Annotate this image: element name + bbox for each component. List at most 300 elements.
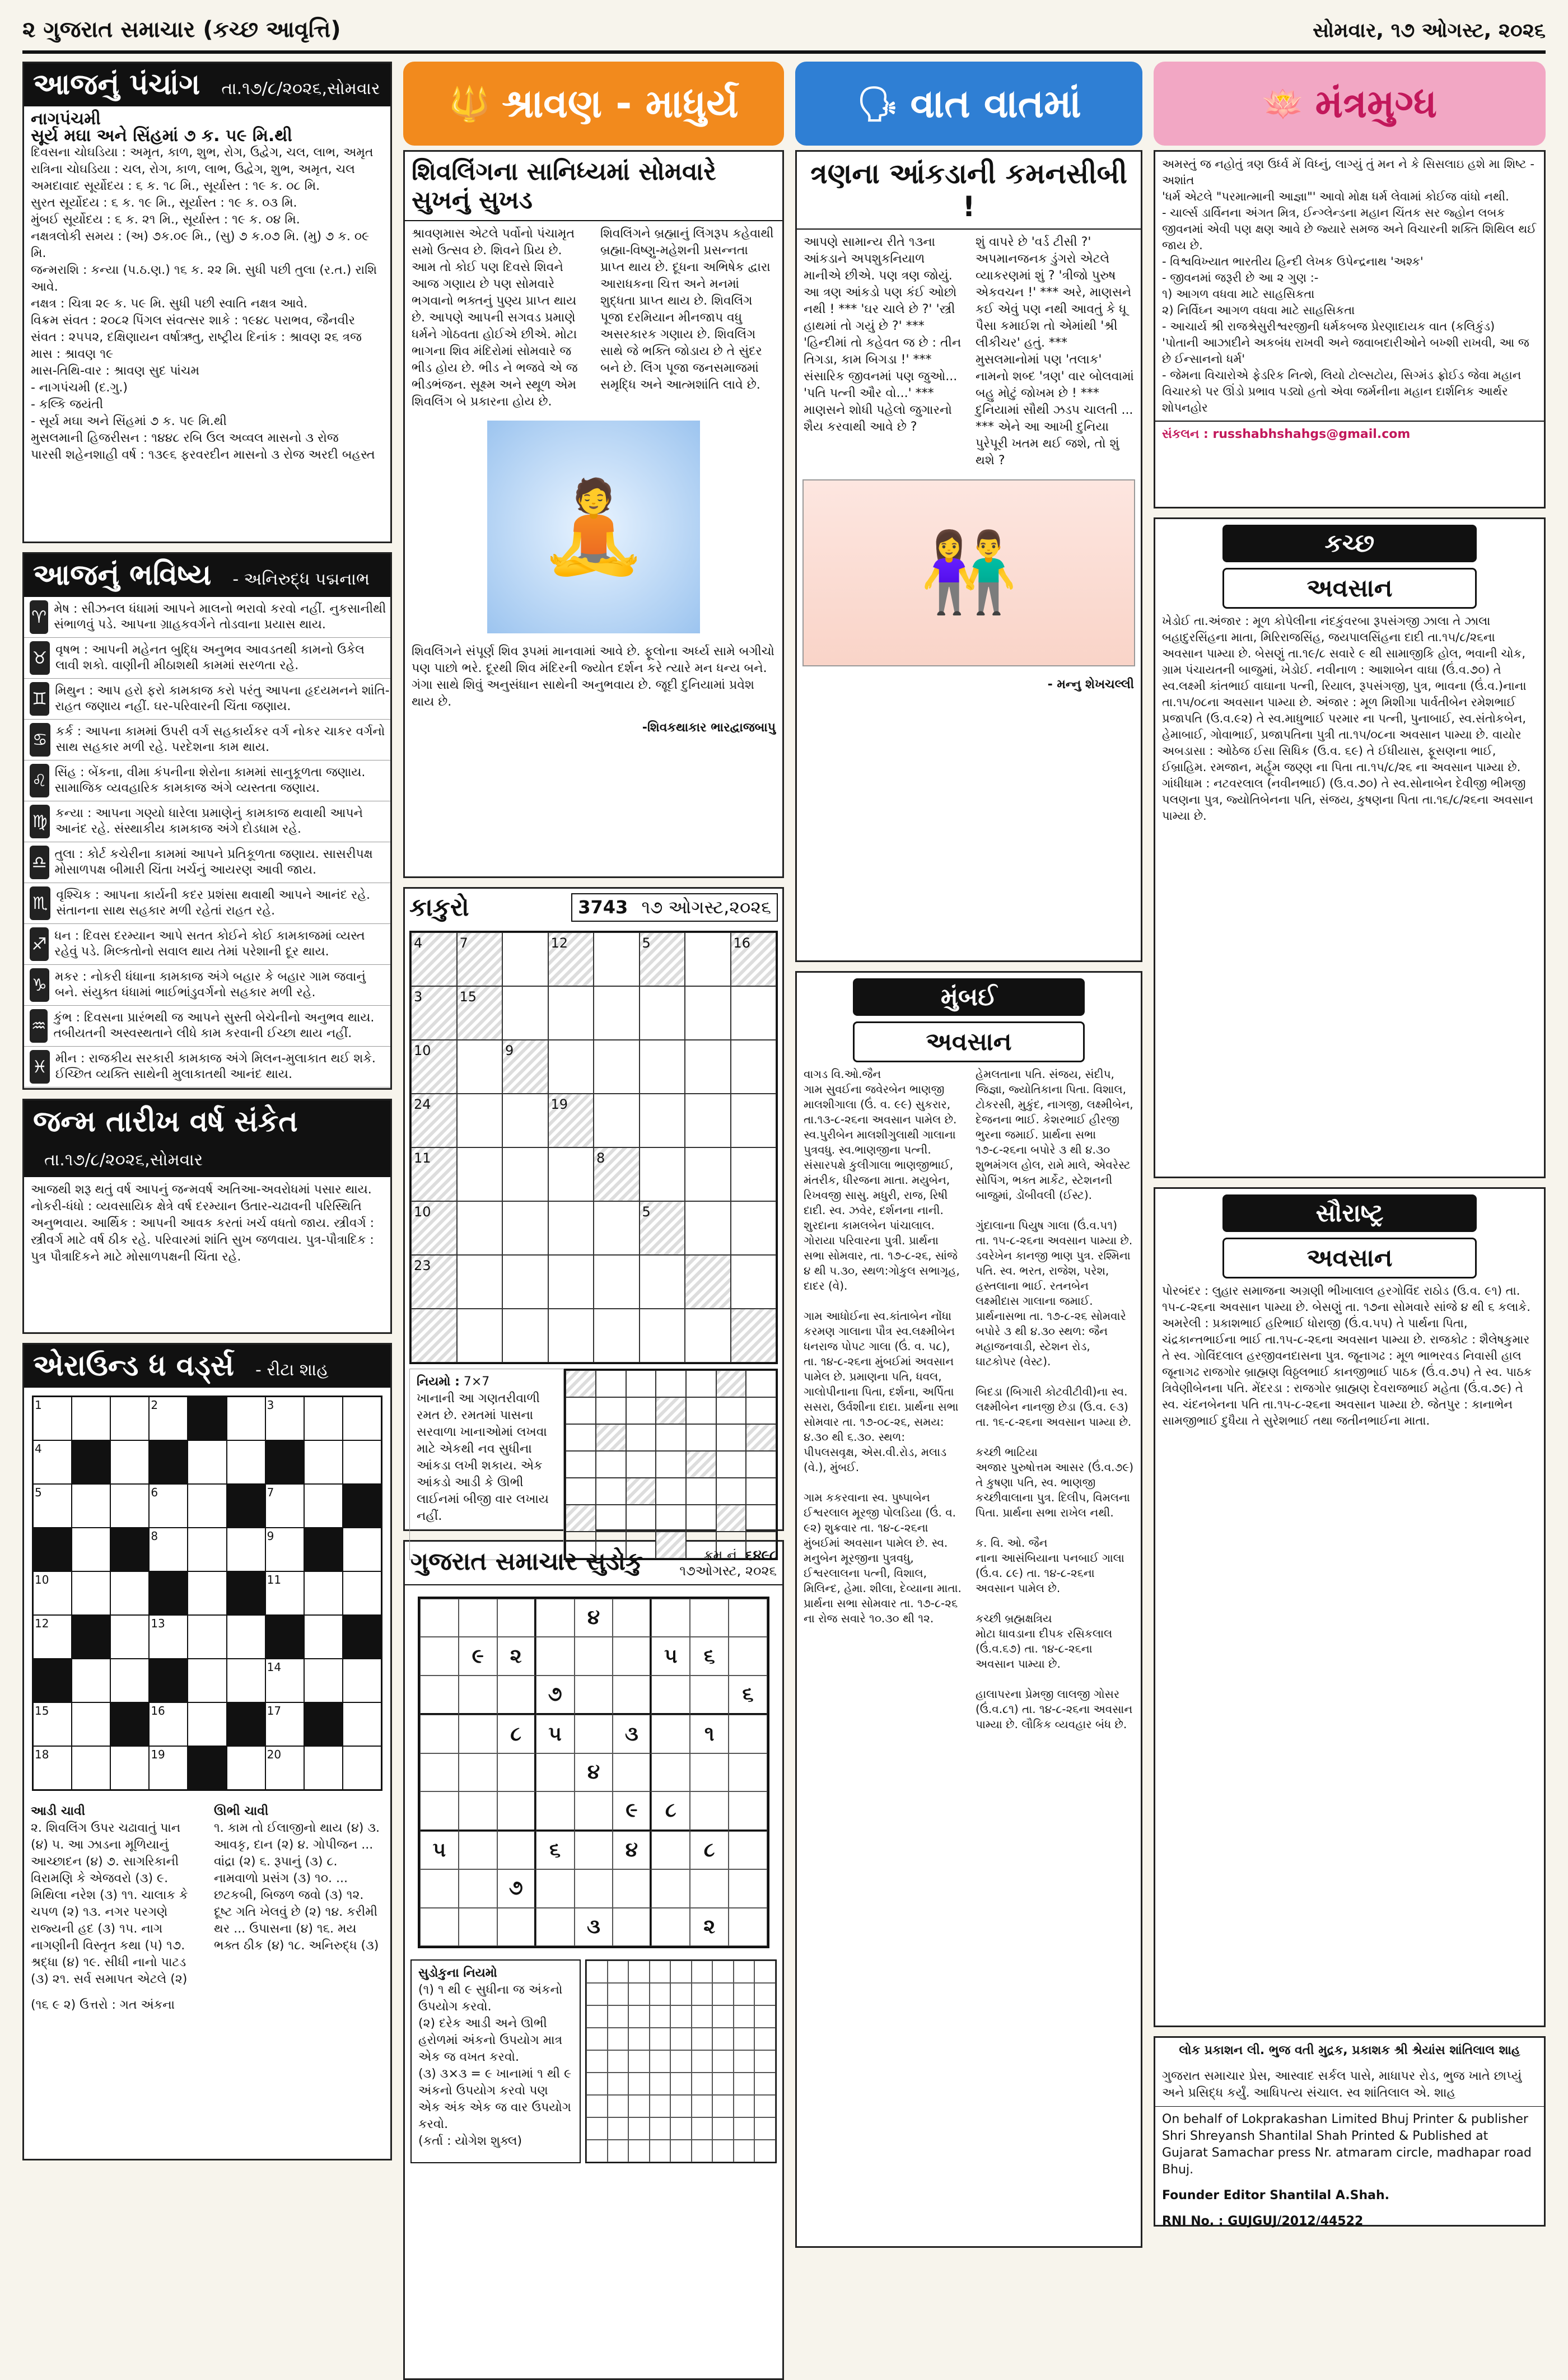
kakuro-cell[interactable] [731, 1147, 777, 1201]
sudoku-cell[interactable] [690, 1791, 729, 1831]
crossword-cell[interactable]: 2 [149, 1397, 188, 1440]
sudoku-cell[interactable] [536, 1869, 575, 1907]
sudoku-cell[interactable]: ૫ [651, 1637, 690, 1675]
sudoku-cell[interactable] [613, 1753, 651, 1791]
crossword-cell[interactable] [304, 1746, 343, 1790]
sudoku-cell[interactable]: ૪ [575, 1599, 613, 1637]
imprint-section [1154, 2036, 1546, 2227]
sudoku-cell[interactable]: ૮ [651, 1791, 690, 1831]
imprint-guj: લોક પ્રકાશન લી. ભુજ વતી મુદ્રક, પ્રકાશક શ્રી શ્રેયાંસ શાંતિલાલ શાહ [1179, 2043, 1520, 2057]
kakuro-cell[interactable] [685, 932, 731, 986]
sudoku-cell[interactable] [690, 1753, 729, 1791]
crossword-cell[interactable] [72, 1746, 110, 1790]
crossword-cell[interactable]: 19 [149, 1746, 188, 1790]
sudoku-cell[interactable] [420, 1599, 459, 1637]
kakuro-cell[interactable] [457, 1201, 503, 1255]
kakuro-cell[interactable] [502, 1147, 548, 1201]
crossword-grid[interactable] [32, 1396, 382, 1791]
kakuro-cell[interactable] [502, 932, 548, 986]
crossword-cell[interactable] [343, 1397, 381, 1440]
kakuro-cell[interactable] [502, 1309, 548, 1362]
kakuro-cell[interactable] [685, 1040, 731, 1094]
crossword-cell[interactable] [343, 1528, 381, 1571]
crossword-cell[interactable] [227, 1440, 265, 1484]
kakuro-grid[interactable] [409, 931, 778, 1364]
sudoku-cell[interactable]: ૬ [536, 1831, 575, 1869]
kakuro-cell[interactable] [594, 932, 640, 986]
sudoku-cell[interactable] [729, 1637, 767, 1675]
zodiac-text: કુંભ : દિવસના પ્રારંભથી જ આપને સુસ્તી બેચેનીનો અનુભવ થાય. તબીયતની અસ્વસ્થતાને લીધે કામ કરવાની ઈચ્છા થાય નહીં. [53, 1011, 375, 1040]
kakuro-cell[interactable] [731, 1201, 777, 1255]
crossword-cell[interactable]: 6 [149, 1484, 188, 1528]
shravan-col2: શિવલિંગને બ્રહ્માનું લિંગરૂપ કહેવાથી બ્રહ્મા-વિષ્ણુ-મહેશની પ્રસન્નતા પ્રાપ્ત થાય છે. દૂધના અભિષેક દ્વારા આરાધકના ચિત્ત અને મનમાં શુદ્ધતા પ્રાપ્ત થાય છે. શિવલિંગ પૂજા દરમિયાન મીનજાપ વધુ અસરકારક ગણાય છે. શિવલિંગ સાથે જે ભક્તિ જોડાય છે તે સુંદર બને છે. લિંગ પૂજા જનસમાજમાં સમૃદ્ધિ અને આત્મશાંતિ લાવે છે. [600, 227, 774, 392]
sudoku-cell[interactable] [536, 1908, 575, 1946]
kakuro-cell[interactable] [548, 1147, 594, 1201]
sudoku-cell[interactable] [497, 1791, 536, 1831]
sudoku-cell[interactable] [575, 1715, 613, 1753]
sudoku-cell[interactable] [420, 1676, 459, 1715]
crossword-cell[interactable]: 10 [33, 1571, 72, 1615]
zodiac-icon: ♒ [30, 1009, 48, 1043]
sudoku-answer-cell [628, 1983, 650, 2005]
sudoku-cell[interactable] [497, 1599, 536, 1637]
crossword-cell [227, 1702, 265, 1746]
kakuro-cell[interactable] [594, 1255, 640, 1309]
sudoku-answer-cell [650, 2095, 671, 2117]
sudoku-cell[interactable]: ૭ [497, 1869, 536, 1907]
sudoku-cell[interactable]: ૬ [690, 1637, 729, 1675]
crossword-cell[interactable] [72, 1484, 110, 1528]
imprint-eng: On behalf of Lokprakashan Limited Bhuj Printer & publisher Shri Shreyansh Shantilal Shah Printed & Published at Gujarat Samachar press Nr. atmaram circle, madhapar road Bhuj. [1155, 2106, 1544, 2183]
kakuro-cell[interactable] [685, 1147, 731, 1201]
crossword-cell[interactable]: 7 [265, 1484, 304, 1528]
kakuro-cell[interactable] [640, 1255, 685, 1309]
crossword-cell[interactable]: 4 [33, 1440, 72, 1484]
sudoku-cell[interactable] [420, 1791, 459, 1831]
kakuro-cell[interactable] [502, 1201, 548, 1255]
crossword-cell[interactable] [227, 1746, 265, 1790]
sudoku-cell[interactable] [729, 1715, 767, 1753]
sudoku-answer-cell [692, 2095, 713, 2117]
crossword-cell[interactable] [110, 1397, 149, 1440]
kakuro-answer-cell [686, 1424, 716, 1451]
crossword-cell[interactable] [188, 1528, 226, 1571]
sudoku-answer-cell [754, 2050, 776, 2073]
kakuro-title: કાકુરો [409, 893, 469, 922]
sudoku-cell[interactable] [459, 1831, 497, 1869]
panchang-line: મુસલમાની હિજરીસન : ૧૪૪૮ રબિ ઉલ અવ્વલ માસનો ૩ રોજ [31, 431, 339, 445]
sudoku-answer-cell [692, 2117, 713, 2140]
crossword-cell[interactable]: 11 [265, 1571, 304, 1615]
crossword-cell[interactable] [304, 1440, 343, 1484]
crossword-cell[interactable] [343, 1746, 381, 1790]
kakuro-cell[interactable] [502, 986, 548, 1040]
sudoku-answer-cell [586, 2140, 608, 2162]
sudoku-cell[interactable]: ૨ [690, 1908, 729, 1946]
crossword-cell[interactable] [110, 1440, 149, 1484]
zodiac-row [24, 1047, 390, 1088]
crossword-cell[interactable] [304, 1615, 343, 1659]
sudoku-cell[interactable]: ૮ [497, 1715, 536, 1753]
sudoku-cell[interactable] [536, 1637, 575, 1675]
crossword-cell[interactable] [304, 1397, 343, 1440]
zodiac-row [24, 883, 390, 924]
column-shravan [403, 62, 784, 2380]
kakuro-cell[interactable] [640, 1309, 685, 1362]
kakuro-answer-cell [716, 1451, 746, 1478]
kakuro-answer-cell [596, 1451, 626, 1478]
crossword-cell[interactable]: 20 [265, 1746, 304, 1790]
kakuro-cell[interactable] [594, 986, 640, 1040]
crossword-cell [265, 1615, 304, 1659]
crossword-cell[interactable]: 17 [265, 1702, 304, 1746]
kakuro-cell[interactable] [685, 986, 731, 1040]
sudoku-cell[interactable] [459, 1599, 497, 1637]
sudoku-cell[interactable]: ૯ [459, 1637, 497, 1675]
om-icon: 🔱 [449, 84, 491, 124]
kutch-section [1154, 517, 1546, 1178]
zodiac-icon: ♉ [30, 641, 50, 675]
sudoku-cell[interactable] [651, 1753, 690, 1791]
sudoku-cell[interactable] [420, 1869, 459, 1907]
crossword-cell[interactable]: 14 [265, 1659, 304, 1702]
crossword-cell[interactable]: 3 [265, 1397, 304, 1440]
sudoku-answer-cell [628, 2028, 650, 2050]
crossword-cell [149, 1571, 188, 1615]
sudoku-answer-cell [650, 2005, 671, 2028]
kakuro-cell[interactable] [685, 1309, 731, 1362]
mantra-item: ૨) નિર્વિઘ્ન આગળ વધવા માટે સાહસિકતા [1162, 304, 1355, 317]
kakuro-answer-cell [656, 1397, 686, 1424]
sudoku-answer-cell [734, 2050, 755, 2073]
kakuro-cell[interactable] [640, 986, 685, 1040]
sudoku-cell[interactable]: ૩ [575, 1908, 613, 1946]
sudoku-cell[interactable]: ૧ [690, 1715, 729, 1753]
sudoku-cell[interactable] [651, 1908, 690, 1946]
kakuro-cell[interactable] [548, 1309, 594, 1362]
janma-header [24, 1100, 390, 1177]
kakuro-cell[interactable] [548, 986, 594, 1040]
crossword-cell[interactable]: 1 [33, 1397, 72, 1440]
kakuro-cell[interactable] [457, 1255, 503, 1309]
shravan-col1: શ્રાવણમાસ એટલે પર્વોનો પંચામૃત સમો ઉત્સવ છે. શિવને પ્રિય છે. આમ તો કોઈ પણ દિવસે શિવને આજ ગણાય છે પણ સોમવારે ભગવાનો ભક્તનું પુણ્ય પ્રાપ્ત થાય છે. આપણે આપની સગવડ પ્રમાણે ધર્મને ગોઠવતા હોઈએ છીએ. મોટા ભાગના શિવ મંદિરોમાં સોમવારે જ ભીડ હોય છે. ભીડ ને ભજવે એ જ ભીડભંજન. સૂક્ષ્મ અને સ્થૂળ એમ શિવલિંગ બે પ્રકારના હોય છે. [412, 227, 578, 409]
sudoku-answer-cell [734, 2095, 755, 2117]
crossword-cell[interactable] [188, 1615, 226, 1659]
kakuro-answer-cell [626, 1478, 656, 1505]
sudoku-cell[interactable]: ૪ [575, 1753, 613, 1791]
janma-title: જન્મ તારીખ વર્ષ સંકેત [33, 1105, 298, 1138]
sudoku-cell[interactable] [497, 1831, 536, 1869]
sudoku-cell[interactable] [575, 1869, 613, 1907]
sudoku-answer-cell [692, 2140, 713, 2162]
kakuro-answer-grid [564, 1369, 778, 1560]
crossword-cell[interactable] [72, 1702, 110, 1746]
sudoku-answer-cell [670, 2095, 692, 2117]
sudoku-answer-cell [734, 2028, 755, 2050]
sudoku-cell[interactable] [536, 1791, 575, 1831]
crossword-cell[interactable]: 16 [149, 1702, 188, 1746]
kakuro-cell[interactable] [731, 1255, 777, 1309]
crossword-cell[interactable]: 9 [265, 1528, 304, 1571]
sudoku-cell[interactable]: ૨ [497, 1637, 536, 1675]
crossword-cell[interactable] [110, 1746, 149, 1790]
vaat-headline: ત્રણના આંકડાની કમનસીબી ! [797, 152, 1141, 230]
kakuro-cell[interactable] [731, 1094, 777, 1147]
crossword-cell[interactable]: 13 [149, 1615, 188, 1659]
kakuro-answer-cell [656, 1478, 686, 1505]
kakuro-cell[interactable] [640, 1094, 685, 1147]
sudoku-cell[interactable] [690, 1599, 729, 1637]
sudoku-answer-cell [608, 1983, 629, 2005]
sudoku-rule: (૩) ૩×૩ = ૯ ખાનામાં ૧ થી ૯ અંકનો ઉપયોગ કરવો પણ એક અંક એક જ વાર ઉપયોગ કરવો. [418, 2067, 572, 2131]
down-title: ઊભી ચાવી [214, 1804, 269, 1818]
mantra-contact[interactable]: russhabhshahgs@gmail.com [1212, 427, 1411, 441]
crossword-cell[interactable] [343, 1440, 381, 1484]
sudoku-cell[interactable] [613, 1869, 651, 1907]
zodiac-icon: ♊ [30, 682, 49, 716]
sudoku-cell[interactable] [575, 1676, 613, 1715]
sudoku-cell[interactable] [420, 1908, 459, 1946]
sudoku-answer-grid [585, 1959, 777, 2163]
crossword-cell[interactable] [72, 1659, 110, 1702]
kakuro-cell[interactable] [594, 1309, 640, 1362]
zodiac-row [24, 597, 390, 638]
kutch-sub: અવસાન [1222, 568, 1477, 609]
down-clues: ૧. કામ તો ઈલાજીનો થાય (૪) ૩. આવકૃ, દાન (૨) ૪. ગોપીજન ... વાંદ્રા (૨) ૬. રૂપાનું (૩) ૮. નામવાળો પ્રસંગ (૩) ૧૦. ... છટકબી, બિજળ જવો (૩) ૧૨. દૂષ્ટ ગતિ ખેલવું છે (૨) ૧૪. કરીમી થર ... ઉપાસના (૪) ૧૬. મય ભક્ત ઠીક (૪) ૧૮. અનિરુદ્ધ (૩) [214, 1821, 380, 1953]
sudoku-cell[interactable] [729, 1791, 767, 1831]
crossword-cell[interactable] [110, 1571, 149, 1615]
crossword-cell[interactable] [72, 1571, 110, 1615]
sudoku-cell[interactable] [651, 1715, 690, 1753]
kakuro-cell[interactable] [548, 1201, 594, 1255]
kakuro-answer-cell [566, 1370, 596, 1397]
crossword-cell[interactable] [304, 1484, 343, 1528]
zodiac-row [24, 638, 390, 679]
saurashtra-sub: અવસાન [1222, 1238, 1477, 1278]
crossword-cell[interactable]: 12 [33, 1615, 72, 1659]
crossword-cell[interactable]: 5 [33, 1484, 72, 1528]
kakuro-cell[interactable] [457, 1309, 503, 1362]
sudoku-cell[interactable] [536, 1753, 575, 1791]
panchang-line: પારસી શહેનશાહી વર્ષ : ૧૩૯૬ ફરવરદીન માસનો ૩ રોજ અરદી બહસ્ત [31, 448, 375, 462]
sudoku-cell[interactable] [729, 1831, 767, 1869]
kakuro-answer-cell [626, 1370, 656, 1397]
crossword-cell [227, 1484, 265, 1528]
crossword-cell [33, 1528, 72, 1571]
kakuro-cell[interactable] [457, 1040, 503, 1094]
kakuro-cell[interactable] [685, 1094, 731, 1147]
sudoku-cell[interactable] [459, 1715, 497, 1753]
sudoku-cell[interactable] [497, 1908, 536, 1946]
sudoku-number-label: ક્રમ નં. [703, 1547, 741, 1563]
crossword-cell[interactable]: 8 [149, 1528, 188, 1571]
sudoku-answer-cell [628, 1961, 650, 1983]
panchang-line: સુરત સૂર્યોદય : ૬ ક. ૧૯ મિ., સૂર્યાસ્ત : ૧૯ ક. ૦૩ મિ. [31, 196, 297, 210]
crossword-cell[interactable] [227, 1528, 265, 1571]
sudoku-credit: (કર્તા : યોગેશ શુક્લ) [418, 2134, 522, 2148]
sudoku-grid[interactable] [418, 1597, 769, 1948]
crossword-cell[interactable] [343, 1659, 381, 1702]
sudoku-cell[interactable]: ૬ [729, 1676, 767, 1715]
sudoku-cell[interactable] [690, 1869, 729, 1907]
sudoku-cell[interactable] [613, 1908, 651, 1946]
sudoku-cell[interactable] [420, 1753, 459, 1791]
crossword-cell[interactable] [304, 1571, 343, 1615]
kakuro-cell[interactable] [594, 1201, 640, 1255]
sudoku-rule: (૧) ૧ થી ૯ સુધીના જ અંકનો ઉપયોગ કરવો. [418, 1983, 563, 2014]
sudoku-cell[interactable]: ૩ [613, 1715, 651, 1753]
shiva-image: 🧘 [487, 421, 700, 633]
crossword-cell [149, 1659, 188, 1702]
kakuro-answer-cell [716, 1397, 746, 1424]
crossword-cell[interactable] [304, 1659, 343, 1702]
kakuro-answer-cell [656, 1370, 686, 1397]
sudoku-cell[interactable]: ૮ [690, 1831, 729, 1869]
kakuro-cell[interactable] [502, 1255, 548, 1309]
sudoku-answer-cell [712, 2073, 734, 2095]
sudoku-cell[interactable] [459, 1753, 497, 1791]
sudoku-cell[interactable] [575, 1791, 613, 1831]
sudoku-cell[interactable] [575, 1637, 613, 1675]
kakuro-answer-cell [566, 1505, 596, 1532]
sudoku-cell[interactable] [459, 1676, 497, 1715]
sudoku-cell[interactable] [729, 1753, 767, 1791]
panchang-date: તા.૧૭/૮/૨૦૨૬,સોમવાર [221, 79, 380, 99]
crossword-cell[interactable] [110, 1484, 149, 1528]
sudoku-cell[interactable] [729, 1869, 767, 1907]
kakuro-answer-cell [626, 1505, 656, 1532]
crossword-cell[interactable] [72, 1397, 110, 1440]
sudoku-answer-cell [712, 1983, 734, 2005]
crossword-cell[interactable] [188, 1659, 226, 1702]
kakuro-cell: 4 [411, 932, 457, 986]
kakuro-answer-cell [596, 1397, 626, 1424]
sudoku-answer-cell [586, 2117, 608, 2140]
sudoku-cell[interactable]: ૭ [536, 1676, 575, 1715]
sudoku-answer-cell [650, 2073, 671, 2095]
kakuro-cell[interactable] [594, 1094, 640, 1147]
mantra-banner [1154, 62, 1546, 146]
kakuro-cell[interactable] [731, 1040, 777, 1094]
kakuro-number: 3743 [578, 897, 628, 918]
sudoku-cell[interactable]: ૯ [613, 1791, 651, 1831]
crossword-cell [110, 1528, 149, 1571]
kakuro-cell[interactable] [594, 1040, 640, 1094]
crossword-cell[interactable] [343, 1571, 381, 1615]
sudoku-cell[interactable] [729, 1599, 767, 1637]
zodiac-text: કર્ક : આપના કામમાં ઉપરી વર્ગ સહકાર્યકર વર્ગ નોકર ચાકર વર્ગનો સાથ સહકાર મળી રહે. પરદેશના કામ થાય. [55, 725, 385, 754]
sudoku-answer-cell [754, 2140, 776, 2162]
kakuro-cell [411, 1309, 457, 1362]
crossword-cell[interactable] [110, 1615, 149, 1659]
crossword-cell [304, 1528, 343, 1571]
sudoku-cell[interactable] [420, 1637, 459, 1675]
crossword-cell[interactable] [188, 1571, 226, 1615]
zodiac-text: વૃશ્ચિક : આપના કાર્યની કદર પ્રશંસા થવાથી આપને આનંદ રહે. સંતાનના સાથ સહકાર મળી રહેતાં રાહત રહે. [56, 888, 371, 918]
sudoku-cell[interactable] [459, 1908, 497, 1946]
crossword-cell[interactable] [227, 1659, 265, 1702]
sudoku-cell[interactable] [459, 1869, 497, 1907]
crossword-cell[interactable] [72, 1528, 110, 1571]
crossword-cell[interactable] [188, 1440, 226, 1484]
sudoku-answer-cell [670, 1983, 692, 2005]
kakuro-cell[interactable] [685, 1201, 731, 1255]
sudoku-answer-cell [754, 1983, 776, 2005]
sudoku-cell[interactable]: ૪ [613, 1831, 651, 1869]
zodiac-row [24, 1006, 390, 1047]
kakuro-cell[interactable] [502, 1094, 548, 1147]
sudoku-cell[interactable] [651, 1676, 690, 1715]
sudoku-cell[interactable] [613, 1599, 651, 1637]
sudoku-answer-cell [586, 2073, 608, 2095]
sudoku-cell[interactable] [613, 1676, 651, 1715]
sudoku-answer-cell [628, 2117, 650, 2140]
sudoku-cell[interactable] [613, 1637, 651, 1675]
sudoku-cell[interactable] [690, 1676, 729, 1715]
sudoku-cell[interactable] [651, 1599, 690, 1637]
sudoku-rules [418, 1982, 573, 2133]
mantra-item: - જીવનમાં જરૂરી છે આ ૨ ગુણ :- [1162, 271, 1319, 284]
kakuro-cell[interactable] [457, 1094, 503, 1147]
kakuro-cell: 7 [457, 932, 503, 986]
crossword-cell[interactable] [227, 1615, 265, 1659]
sudoku-cell[interactable] [497, 1676, 536, 1715]
crossword-cell[interactable] [188, 1702, 226, 1746]
sudoku-rules-title: સુડોકુના નિયમો [418, 1966, 497, 1980]
kakuro-answer-cell [656, 1451, 686, 1478]
panchang-line: અમદાવાદ સૂર્યોદય : ૬ ક. ૧૮ મિ., સૂર્યાસ્ત : ૧૯ ક. ૦૮ મિ. [31, 179, 320, 193]
sudoku-cell[interactable]: ૫ [420, 1831, 459, 1869]
kakuro-cell: 19 [548, 1094, 594, 1147]
sudoku-answer-cell [650, 2140, 671, 2162]
sudoku-cell[interactable] [497, 1753, 536, 1791]
zodiac-icon: ♋ [30, 723, 50, 757]
crossword-cell[interactable] [188, 1484, 226, 1528]
sudoku-cell[interactable] [575, 1831, 613, 1869]
zodiac-row [24, 760, 390, 801]
sudoku-answer-cell [712, 2117, 734, 2140]
sudoku-cell[interactable] [729, 1908, 767, 1946]
sudoku-answer-cell [692, 2005, 713, 2028]
kakuro-cell[interactable] [640, 1147, 685, 1201]
sudoku-cell[interactable] [459, 1791, 497, 1831]
sudoku-answer-cell [608, 2117, 629, 2140]
panchang-line: - કલ્કિ જયંતી [31, 398, 104, 412]
kakuro-cell[interactable] [640, 1040, 685, 1094]
kakuro-cell[interactable] [457, 1147, 503, 1201]
crossword-cell[interactable]: 15 [33, 1702, 72, 1746]
kakuro-answer-cell [716, 1370, 746, 1397]
crossword-cell [343, 1484, 381, 1528]
sudoku-cell[interactable] [420, 1715, 459, 1753]
vaat-banner-text: વાત વાતમાં [910, 80, 1081, 127]
panchang-line: દિવસના ચોઘડિયા : અમૃત, કાળ, શુભ, રોગ, ઉદ્વેગ, ચલ, લાભ, અમૃત [31, 146, 374, 160]
crossword-cell[interactable] [343, 1702, 381, 1746]
sudoku-cell[interactable] [651, 1869, 690, 1907]
mantra-item: ૧) આગળ વધવા માટે સાહસિકતા [1162, 287, 1315, 301]
crossword-cell[interactable] [227, 1397, 265, 1440]
saurashtra-text: પોરબંદર : લુહાર સમાજના અગ્રણી ભીખાલાલ હરગોવિંદ રાઠોડ (ઉ.વ. ૯૧) તા. ૧૫-૮-૨૬ના અવસાન પામ્યા છે. બેસણું તા. ૧૭ના સોમવારે સાંજે ૪ થી ૬ કલાકે. અમરેલી : પ્રકાશભાઈ હરિભાઈ ધોરાજી (ઉં.વ.૫૫) તે પાર્થના પિતા, ચંદ્રકાન્તભાઈના ભાઈ તા.૧૫-૮-૨૬ના અવસાન પામ્યા છે. રાજકોટ : શૈલેષકુમાર તે સ્વ. ગોવિંદલાલ હરજીવનદાસના પુત્ર. જૂનાગઢ : મૂળ ભાભરવડ નિવાસી હાલ જૂનાગઢ રાજગોર બ્રાહ્મણ વિઠ્ઠલભાઈ કાનજીભાઈ પાઠક (ઉં.વ.૭૫) તે સ્વ. પાઠક ત્રિવેણીબેનના પતિ. મેંદરડા : રાજગોર બ્રાહ્મણ દેવરાજભાઈ મહેતા (ઉં.વ.૭૯) તે સ્વ. ચંદનબેનના પતિ તા.૧૫-૮-૨૬ના અવસાન પામ્યા છે. જેતપુર : કાનાભેન સામજીભાઈ દુધૈયા તે સુરેશભાઈ તથા જતીનભાઈના માતા. [1162, 1284, 1532, 1427]
crossword-cell[interactable]: 18 [33, 1746, 72, 1790]
sudoku-cell[interactable]: ૫ [536, 1715, 575, 1753]
kakuro-cell[interactable] [731, 986, 777, 1040]
kakuro-cell[interactable] [548, 1040, 594, 1094]
sudoku-cell[interactable] [651, 1831, 690, 1869]
sudoku-cell[interactable] [536, 1599, 575, 1637]
crossword-cell[interactable] [110, 1659, 149, 1702]
janma-date: તા.૧૭/૮/૨૦૨૬,સોમવાર [44, 1150, 203, 1170]
kakuro-cell[interactable] [548, 1255, 594, 1309]
